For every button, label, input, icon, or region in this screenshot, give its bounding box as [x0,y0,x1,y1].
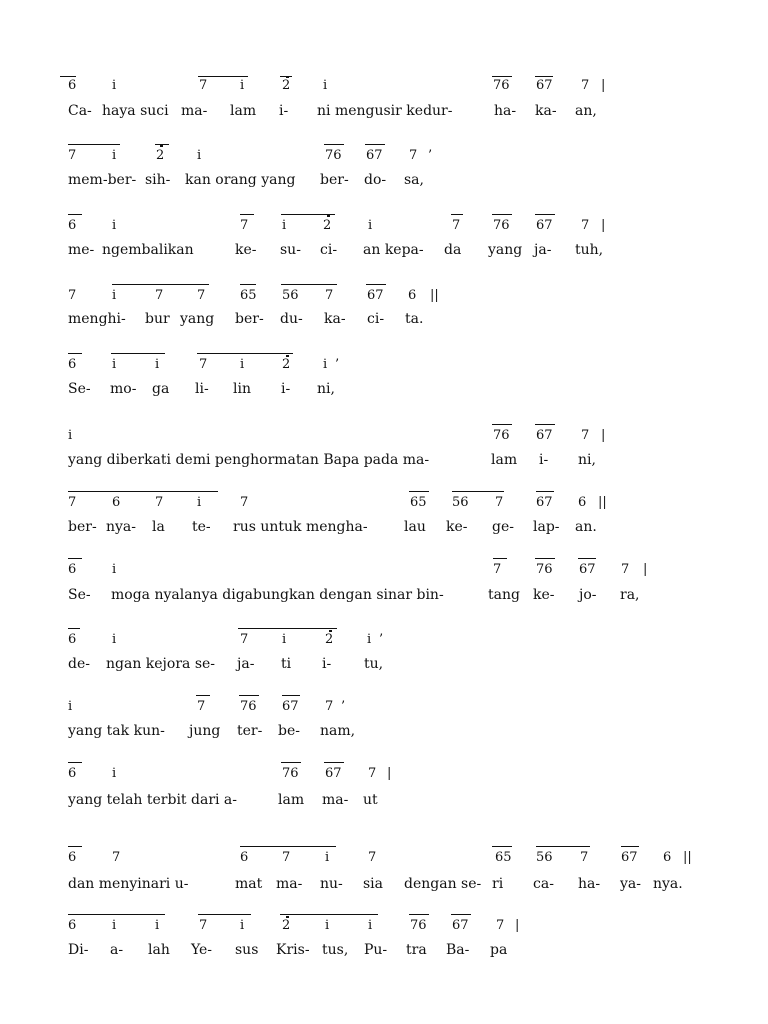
note: 67 [282,699,299,714]
note: 7 [199,78,208,93]
note: ’ [335,357,340,372]
lyric-syllable: nam, [320,723,356,739]
note: | [643,562,648,577]
note: 6 [68,357,77,372]
beam-line [451,214,463,215]
note: 67 [536,218,553,233]
note: 67 [452,918,469,933]
beam-line [492,846,512,847]
beam-line [535,558,555,559]
lyric-syllable: ta. [405,311,424,327]
note: 7 [581,78,590,93]
lyric-syllable: yang tak kun- [68,723,165,739]
lyric-syllable: ha- [494,103,517,119]
lyric-syllable: an, [575,103,597,119]
note: 7 [282,850,291,865]
beam-line [68,491,218,492]
note: 67 [536,495,553,510]
beam-line [280,914,378,915]
lyric-syllable: ka- [535,103,557,119]
lyric-syllable: ca- [533,876,554,892]
note: 7 [68,495,77,510]
note: i [282,632,287,647]
lyric-syllable: ci- [320,242,338,258]
note: 6 [68,850,77,865]
beam-line [535,214,555,215]
beam-line [68,762,82,763]
lyric-syllable: sih- [145,172,171,188]
note: || [430,288,439,303]
lyric-syllable: Se- [68,587,91,603]
beam-line [68,214,82,215]
beam-line [324,144,344,145]
note: | [387,766,392,781]
note: 7 [325,288,334,303]
note: 7 [197,288,206,303]
note: 67 [536,78,553,93]
note: 7 [368,766,377,781]
lyric-syllable: yang diberkati demi penghormatan Bapa pada ma- [68,452,430,468]
note: 76 [410,918,427,933]
lyric-syllable: te- [192,519,211,535]
note: i [197,148,202,163]
note: 7 [580,850,589,865]
note: 7 [452,218,461,233]
note: ’ [341,699,346,714]
lyric-syllable: ngembalikan [102,242,194,258]
lyric-syllable: ha- [578,876,601,892]
note: 7 [325,699,334,714]
lyric-syllable: ni mengusir kedur- [317,103,453,119]
note: 7 [409,148,418,163]
note: 7 [496,918,505,933]
octave-dot [329,630,332,632]
beam-line [281,284,337,285]
beam-line [196,695,210,696]
lyric-syllable: lah [148,942,170,958]
note: 65 [495,850,512,865]
note: 76 [282,766,299,781]
beam-line [68,846,82,847]
lyric-syllable: me- [68,242,95,258]
lyric-syllable: ut [363,792,378,808]
lyric-syllable: menghi- [68,311,126,327]
note: 65 [240,288,257,303]
lyric-syllable: Di- [68,942,89,958]
octave-dot [286,76,289,78]
beam-line [240,214,254,215]
lyric-syllable: ja- [237,656,255,672]
beam-line [239,695,259,696]
beam-line [492,76,512,77]
lyric-syllable: ter- [237,723,263,739]
lyric-syllable: dengan se- [404,876,482,892]
note: i [112,562,117,577]
note: 6 [240,850,249,865]
note: || [683,850,692,865]
note: 67 [621,850,638,865]
note: 7 [240,632,249,647]
note: 7 [197,699,206,714]
lyric-syllable: ke- [533,587,555,603]
lyric-syllable: ke- [446,519,468,535]
lyric-syllable: lap- [533,519,560,535]
note: i [240,78,245,93]
note: 76 [493,78,510,93]
lyric-syllable: jung [189,723,221,739]
beam-line [366,284,386,285]
note: 76 [493,428,510,443]
note: 67 [366,148,383,163]
note: 67 [367,288,384,303]
note: || [598,495,607,510]
lyric-syllable: Ca- [68,103,92,119]
beam-line [282,695,300,696]
note: 7 [199,918,208,933]
note: i [112,218,117,233]
lyric-syllable: mo- [110,381,137,397]
note: 7 [68,288,77,303]
octave-dot [160,145,163,147]
note: i [112,357,117,372]
beam-line [493,558,507,559]
note: | [601,78,606,93]
note: i [155,357,160,372]
note: 7 [155,495,164,510]
note: | [515,918,520,933]
lyric-syllable: ti [281,656,292,672]
beam-line [324,762,344,763]
beam-line [197,353,293,354]
lyric-syllable: an. [575,519,597,535]
beam-line [198,914,251,915]
beam-line [409,491,429,492]
note: i [197,495,202,510]
beam-line [68,914,165,915]
note: 2 [325,632,334,647]
note: 67 [325,766,342,781]
lyric-syllable: Se- [68,381,91,397]
note: 7 [495,495,504,510]
note: 7 [581,218,590,233]
note: i [282,218,287,233]
lyric-syllable: sia [363,876,384,892]
lyric-syllable: ci- [367,311,385,327]
lyric-syllable: i- [322,656,332,672]
beam-line [68,558,82,559]
note: 56 [282,288,299,303]
lyric-syllable: yang telah terbit dari a- [68,792,238,808]
beam-line [452,491,504,492]
beam-line [536,491,554,492]
note: i [112,288,117,303]
lyric-syllable: ma- [181,103,208,119]
octave-dot [286,355,289,357]
lyric-syllable: kan orang yang [185,172,296,188]
lyric-syllable: de- [68,656,90,672]
lyric-syllable: ma- [322,792,349,808]
lyric-syllable: Ye- [191,942,213,958]
lyric-syllable: ni, [317,381,335,397]
note: i [323,78,328,93]
lyric-syllable: ber- [235,311,264,327]
lyric-syllable: mem-ber- [68,172,137,188]
lyric-syllable: sa, [404,172,424,188]
beam-line [578,558,596,559]
lyric-syllable: Kris- [276,942,310,958]
note: 65 [410,495,427,510]
beam-line [492,424,512,425]
note: i [112,766,117,781]
note: i [325,850,330,865]
note: | [601,428,606,443]
note: 6 [68,766,77,781]
note: ’ [379,632,384,647]
lyric-syllable: nya- [106,519,137,535]
beam-line [621,846,639,847]
note: 6 [578,495,587,510]
lyric-syllable: i- [281,381,291,397]
lyric-syllable: du- [280,311,303,327]
lyric-syllable: ni, [578,452,596,468]
note: 6 [68,78,77,93]
note: i [367,632,372,647]
lyric-syllable: sus [235,942,259,958]
note: 7 [621,562,630,577]
note: 2 [282,918,291,933]
lyric-syllable: ka- [324,311,346,327]
octave-dot [286,916,289,918]
lyric-syllable: la [152,519,165,535]
note: i [325,918,330,933]
note: 7 [581,428,590,443]
lyric-syllable: yang [180,311,215,327]
note: 7 [199,357,208,372]
note: 76 [325,148,342,163]
lyric-syllable: rus untuk mengha- [233,519,368,535]
beam-line [492,214,512,215]
lyric-syllable: ri [492,876,504,892]
note: | [601,218,606,233]
lyric-syllable: an kepa- [363,242,424,258]
note: i [240,357,245,372]
beam-line [68,628,80,629]
lyric-syllable: a- [110,942,124,958]
lyric-syllable: Pu- [364,942,388,958]
note: 2 [156,148,165,163]
note: 76 [240,699,257,714]
lyric-syllable: lam [278,792,305,808]
beam-line [68,353,82,354]
beam-line [281,762,301,763]
note: 2 [282,357,291,372]
lyric-syllable: i- [539,452,549,468]
lyric-syllable: mat [235,876,263,892]
lyric-syllable: dan menyinari u- [68,876,189,892]
note: 67 [536,428,553,443]
note: 76 [493,218,510,233]
beam-line [365,144,385,145]
beam-line [60,76,76,77]
lyric-syllable: ya- [620,876,641,892]
note: i [112,78,117,93]
note: i [68,428,73,443]
note: i [240,918,245,933]
note: 56 [452,495,469,510]
note: 7 [155,288,164,303]
note: 7 [240,218,249,233]
lyric-syllable: tus, [322,942,349,958]
note: 7 [240,495,249,510]
beam-line [409,914,429,915]
beam-line [68,144,120,145]
note: 2 [323,218,332,233]
beam-line [451,914,471,915]
lyric-syllable: do- [364,172,387,188]
lyric-syllable: ma- [276,876,303,892]
octave-dot [327,215,330,217]
lyric-syllable: lam [491,452,518,468]
note: i [112,632,117,647]
lyric-syllable: pa [490,942,508,958]
lyric-syllable: ja- [534,242,552,258]
note: 67 [579,562,596,577]
lyric-syllable: ge- [492,519,514,535]
note: 2 [282,78,291,93]
note: i [155,918,160,933]
lyric-syllable: haya suci [102,103,169,119]
lyric-syllable: ra, [620,587,640,603]
note: 7 [493,562,502,577]
lyric-syllable: yang [488,242,523,258]
beam-line [112,284,209,285]
lyric-syllable: moga nyalanya digabungkan dengan sinar bin- [111,587,444,603]
note: i [68,699,73,714]
lyric-syllable: be- [278,723,300,739]
beam-line [238,628,337,629]
beam-line [535,76,553,77]
note: 7 [68,148,77,163]
lyric-syllable: i- [279,103,289,119]
note: 6 [68,218,77,233]
lyric-syllable: tuh, [575,242,604,258]
beam-line [240,846,336,847]
lyric-syllable: tra [406,942,427,958]
lyric-syllable: nu- [320,876,343,892]
lyric-syllable: tang [488,587,520,603]
note: i [112,148,117,163]
lyric-syllable: ber- [320,172,349,188]
note: 6 [68,632,77,647]
note: 7 [112,850,121,865]
lyric-syllable: tu, [364,656,384,672]
lyric-syllable: jo- [579,587,597,603]
lyric-syllable: Ba- [446,942,470,958]
lyric-syllable: su- [280,242,301,258]
note: i [112,918,117,933]
lyric-syllable: lin [233,381,251,397]
note: i [368,918,373,933]
lyric-syllable: lau [404,519,426,535]
note: 6 [68,562,77,577]
beam-line [198,76,248,77]
beam-line [111,353,165,354]
lyric-syllable: bur [145,311,170,327]
note: 7 [368,850,377,865]
lyric-syllable: da [444,242,462,258]
lyric-syllable: ber- [68,519,97,535]
note: 6 [112,495,121,510]
lyric-syllable: li- [195,381,209,397]
note: 76 [536,562,553,577]
lyric-syllable: nya. [653,876,683,892]
note: i [323,357,328,372]
lyric-syllable: ga [152,381,170,397]
beam-line [240,284,256,285]
note: i [368,218,373,233]
lyric-syllable: ngan kejora se- [106,656,216,672]
lyric-syllable: ke- [235,242,257,258]
note: 6 [663,850,672,865]
note: 6 [68,918,77,933]
lyric-syllable: lam [230,103,257,119]
note: 56 [536,850,553,865]
beam-line [536,846,590,847]
beam-line [535,424,555,425]
note: ’ [428,148,433,163]
note: 6 [408,288,417,303]
